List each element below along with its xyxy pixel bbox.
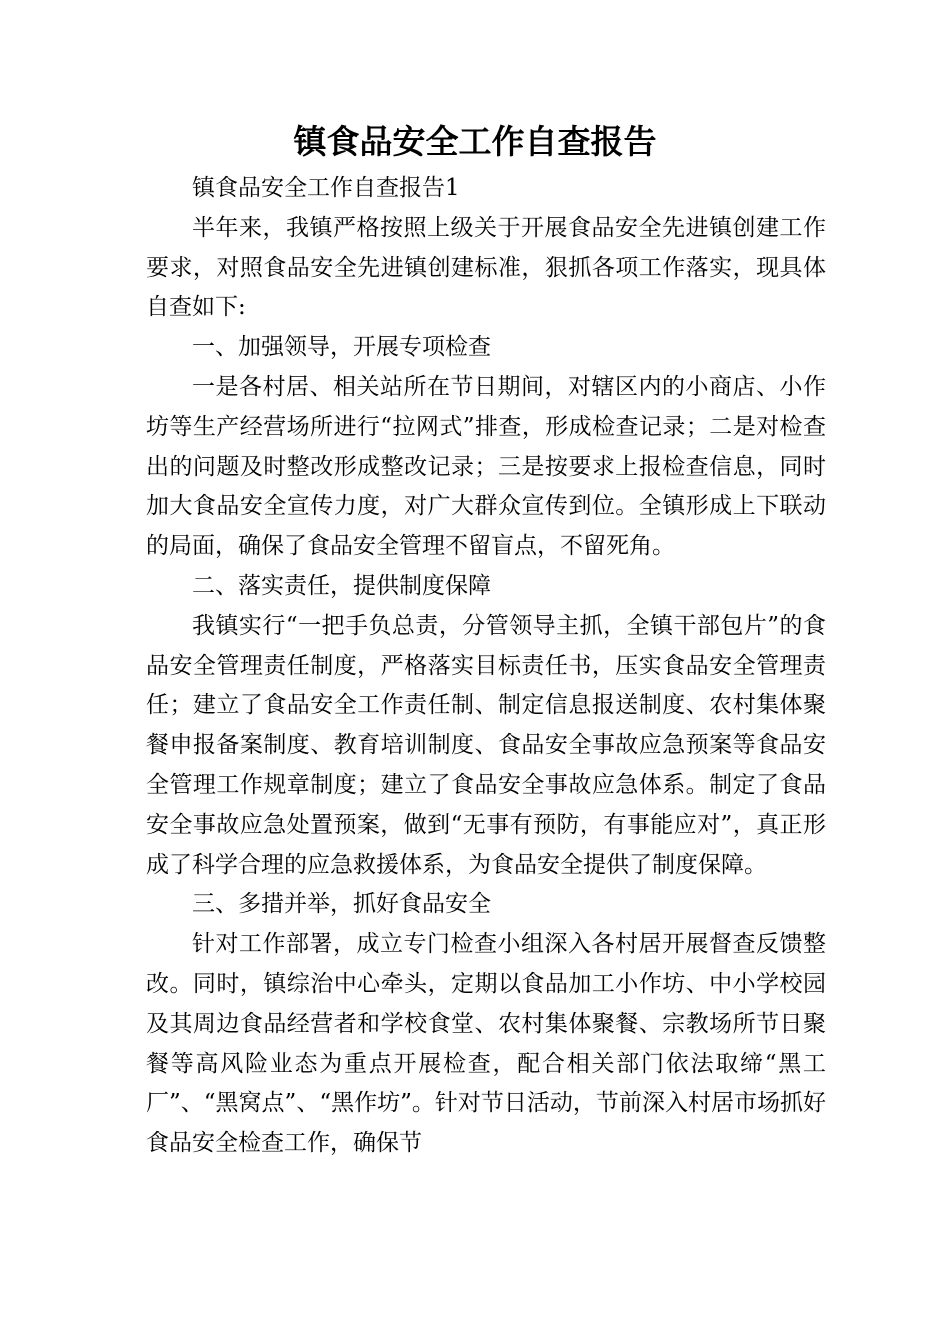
section-heading-3: 三、多措并举，抓好食品安全 [192, 891, 491, 918]
section-heading-2: 二、落实责任，提供制度保障 [192, 572, 491, 599]
section-2-paragraph: 我镇实行“一把手负总责，分管领导主抓，全镇干部包片”的食品安全管理责任制度，严格落实目标责任书，压实食品安全管理责任；建立了食品安全工作责任制、制定信息报送制度、农村集体聚餐申报备案制度、教育培训制度、食品安全事故应急预案等食品安全管理工作规章制度；建立了食品安全事故应急体系。制定了食品安全事故应急处置预案，做到“无事有预防，有事能应对”，真正形成了科学合理的应急救援体系，为食品安全提供了制度保障。 [146, 612, 826, 878]
section-heading-1: 一、加强领导，开展专项检查 [192, 334, 491, 361]
document-body [146, 169, 826, 1164]
document-title: 镇食品安全工作自查报告 [293, 122, 657, 161]
subtitle-paragraph: 镇食品安全工作自查报告1 [192, 175, 460, 201]
intro-paragraph: 半年来，我镇严格按照上级关于开展食品安全先进镇创建工作要求，对照食品安全先进镇创建标准，狠抓各项工作落实，现具体自查如下: [146, 214, 826, 321]
section-1-paragraph: 一是各村居、相关站所在节日期间，对辖区内的小商店、小作坊等生产经营场所进行“拉网式”排查，形成检查记录；二是对检查出的问题及时整改形成整改记录；三是按要求上报检查信息，同时加大食品安全宣传力度，对广大群众宣传到位。全镇形成上下联动的局面，确保了食品安全管理不留盲点，不留死角。 [146, 373, 826, 560]
section-3-paragraph: 针对工作部署，成立专门检查小组深入各村居开展督查反馈整改。同时，镇综治中心牵头，定期以食品加工小作坊、中小学校园及其周边食品经营者和学校食堂、农村集体聚餐、宗教场所节日聚餐等高风险业态为重点开展检查，配合相关部门依法取缔“黑工厂”、“黑窝点”、“黑作坊”。针对节日活动，节前深入村居市场抓好食品安全检查工作，确保节 [146, 931, 826, 1157]
